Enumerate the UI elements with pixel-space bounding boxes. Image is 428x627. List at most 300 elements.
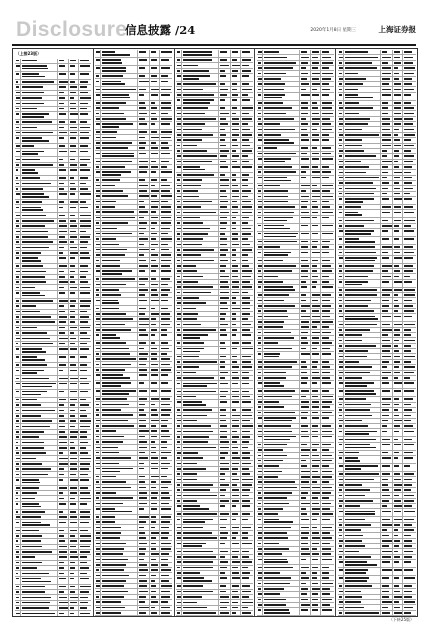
print-line xyxy=(70,348,77,350)
table-cell xyxy=(263,512,300,516)
table-cell xyxy=(300,336,312,340)
print-line xyxy=(22,60,37,62)
print-line xyxy=(139,503,147,505)
print-line xyxy=(301,537,308,539)
print-line xyxy=(161,171,172,173)
print-line xyxy=(312,465,319,467)
print-line xyxy=(242,431,251,433)
table-cell xyxy=(321,304,333,308)
print-line xyxy=(16,556,20,558)
print-line xyxy=(16,607,20,609)
table-cell xyxy=(311,280,321,284)
table-cell xyxy=(58,342,70,346)
print-line xyxy=(264,348,292,350)
table-cell xyxy=(58,502,70,509)
table-cell xyxy=(263,496,300,500)
table-cell xyxy=(182,355,219,359)
print-line xyxy=(301,559,306,561)
print-line xyxy=(264,102,283,104)
print-line xyxy=(242,318,249,320)
table-cell xyxy=(321,269,333,273)
print-line xyxy=(264,246,280,248)
print-line xyxy=(232,134,240,136)
print-line xyxy=(96,409,99,411)
table-cell xyxy=(150,216,160,220)
print-line xyxy=(16,348,19,350)
print-line xyxy=(161,228,170,230)
table-cell xyxy=(138,419,150,423)
print-line xyxy=(177,495,181,497)
print-line xyxy=(80,546,90,548)
print-line xyxy=(312,361,317,363)
print-line xyxy=(22,287,35,289)
print-line xyxy=(96,358,100,360)
print-line xyxy=(102,51,115,53)
print-line xyxy=(102,468,133,470)
print-line xyxy=(258,196,261,198)
table-cell xyxy=(321,101,333,105)
print-line xyxy=(102,166,125,168)
table-cell xyxy=(58,200,70,204)
table-cell xyxy=(263,133,300,137)
table-cell xyxy=(321,330,333,334)
print-line xyxy=(139,414,145,416)
table-row xyxy=(15,205,92,213)
print-line xyxy=(16,257,19,259)
print-line xyxy=(220,527,226,529)
print-line xyxy=(22,207,41,209)
print-line xyxy=(242,65,249,67)
print-line xyxy=(322,390,329,392)
print-line xyxy=(59,121,66,123)
table-cell xyxy=(241,347,253,354)
table-row xyxy=(257,176,334,184)
table-cell xyxy=(69,566,79,570)
table-cell xyxy=(101,536,138,540)
table-cell xyxy=(321,424,333,428)
print-line xyxy=(301,366,307,368)
table-cell xyxy=(160,440,172,444)
print-line xyxy=(139,334,148,336)
table-cell xyxy=(150,178,160,182)
print-line xyxy=(183,484,213,486)
print-line xyxy=(220,123,228,125)
table-cell xyxy=(231,253,241,257)
print-line xyxy=(183,297,199,299)
table-cell xyxy=(160,248,172,252)
table-cell xyxy=(150,435,160,439)
print-line xyxy=(139,142,146,144)
table-cell xyxy=(69,496,79,500)
table-cell xyxy=(160,563,172,567)
print-line xyxy=(96,94,100,96)
print-line xyxy=(16,292,20,294)
print-line xyxy=(161,559,168,561)
table-cell xyxy=(182,606,219,610)
print-line xyxy=(242,196,248,198)
print-line xyxy=(161,420,168,422)
table-cell xyxy=(300,411,312,415)
table-cell xyxy=(138,352,150,356)
table-cell xyxy=(241,419,253,423)
print-line xyxy=(183,75,210,77)
print-line xyxy=(177,391,181,393)
print-line xyxy=(177,59,180,61)
print-line xyxy=(139,591,147,593)
print-line xyxy=(177,254,181,256)
print-line xyxy=(322,270,332,272)
table-cell xyxy=(241,341,253,345)
print-line xyxy=(96,249,100,251)
table-cell xyxy=(263,200,300,204)
print-line xyxy=(183,83,215,85)
table-cell xyxy=(69,96,79,100)
print-line xyxy=(322,396,332,398)
table-cell xyxy=(231,248,241,252)
table-cell xyxy=(160,170,172,177)
print-line xyxy=(312,425,317,427)
print-line xyxy=(301,449,310,451)
print-line xyxy=(301,572,306,574)
table-cell xyxy=(138,170,150,177)
table-cell xyxy=(69,136,79,143)
print-line xyxy=(264,559,287,561)
print-line xyxy=(16,399,20,401)
table-cell xyxy=(182,472,219,476)
table-cell xyxy=(231,595,241,599)
table-cell xyxy=(321,389,333,393)
table-cell xyxy=(311,400,321,404)
print-line xyxy=(96,59,99,61)
table-cell xyxy=(160,216,172,220)
print-line xyxy=(258,123,262,125)
table-row xyxy=(176,347,253,355)
table-cell xyxy=(311,138,321,145)
print-line xyxy=(312,342,319,344)
print-line xyxy=(322,492,331,494)
print-line xyxy=(59,305,65,307)
print-line xyxy=(139,318,148,320)
table-cell xyxy=(263,587,300,591)
print-line xyxy=(102,430,115,432)
print-line xyxy=(322,94,329,96)
table-cell xyxy=(300,536,312,540)
print-line xyxy=(232,447,239,449)
print-line xyxy=(16,183,19,185)
print-line xyxy=(232,185,239,187)
print-line xyxy=(80,511,90,513)
table-cell xyxy=(69,107,79,111)
section-title: 信息披露 /24 xyxy=(125,23,196,37)
print-line xyxy=(59,378,68,380)
table-cell xyxy=(241,149,253,153)
print-line xyxy=(322,503,331,505)
table-cell xyxy=(21,125,58,129)
print-line xyxy=(151,358,157,360)
print-line xyxy=(16,231,20,233)
print-line xyxy=(151,94,159,96)
print-line xyxy=(80,383,89,385)
print-line xyxy=(70,578,74,580)
table-cell xyxy=(241,242,253,246)
table-cell xyxy=(69,545,79,549)
print-line xyxy=(161,102,171,104)
table-cell xyxy=(160,50,172,57)
print-line xyxy=(232,107,238,109)
print-line xyxy=(96,481,99,483)
print-line xyxy=(22,370,45,372)
table-cell xyxy=(150,194,160,198)
print-line xyxy=(22,97,42,99)
print-line xyxy=(139,374,147,376)
table-cell xyxy=(321,127,333,131)
print-line xyxy=(258,382,262,384)
print-line xyxy=(232,75,238,77)
print-line xyxy=(258,171,261,173)
print-line xyxy=(183,78,199,80)
table-cell xyxy=(311,531,321,535)
table-cell xyxy=(69,539,79,543)
print-line xyxy=(151,436,158,438)
print-line xyxy=(96,313,100,315)
print-line xyxy=(80,127,90,129)
table-cell xyxy=(21,213,58,217)
print-line xyxy=(220,222,227,224)
table-cell xyxy=(138,408,150,412)
print-line xyxy=(22,127,37,129)
table-cell xyxy=(182,576,219,583)
print-line xyxy=(80,81,88,83)
table-cell xyxy=(321,285,333,292)
print-line xyxy=(59,516,68,518)
print-line xyxy=(301,492,308,494)
print-line xyxy=(258,305,262,307)
table-cell xyxy=(263,469,300,473)
table-cell xyxy=(219,232,231,236)
print-line xyxy=(139,94,144,96)
print-line xyxy=(139,559,144,561)
table-cell xyxy=(150,151,160,158)
print-line xyxy=(264,161,285,163)
print-line xyxy=(59,431,66,433)
print-line xyxy=(242,607,248,609)
print-line xyxy=(301,444,307,446)
print-line xyxy=(80,343,87,345)
table-cell xyxy=(79,363,91,367)
print-line xyxy=(183,463,196,465)
print-line xyxy=(139,313,145,315)
print-line xyxy=(312,537,320,539)
table-cell xyxy=(182,408,219,412)
table-cell xyxy=(241,400,253,407)
print-line xyxy=(177,356,181,358)
print-line xyxy=(161,201,168,203)
table-cell xyxy=(241,117,253,121)
print-line xyxy=(301,396,307,398)
print-line xyxy=(220,436,227,438)
print-line xyxy=(258,212,261,214)
print-line xyxy=(232,409,236,411)
table-cell xyxy=(101,253,138,257)
table-cell xyxy=(231,611,241,615)
print-line xyxy=(264,420,292,422)
table-cell xyxy=(311,416,321,423)
print-line xyxy=(22,404,42,406)
print-line xyxy=(258,337,261,339)
print-line xyxy=(102,385,120,387)
print-line xyxy=(242,99,251,101)
print-line xyxy=(59,540,65,542)
print-line xyxy=(301,588,308,590)
table-cell xyxy=(263,293,300,297)
print-line xyxy=(312,588,319,590)
table-cell xyxy=(21,403,58,407)
print-line xyxy=(161,59,170,61)
print-line xyxy=(264,300,284,302)
print-line xyxy=(80,573,87,575)
table-cell xyxy=(160,589,172,593)
print-line xyxy=(102,436,124,438)
table-cell xyxy=(69,251,79,255)
print-line xyxy=(312,337,319,339)
table-cell xyxy=(311,581,321,585)
table-cell xyxy=(79,539,91,543)
table-cell xyxy=(311,517,321,524)
table-row xyxy=(95,66,172,74)
print-line xyxy=(139,607,148,609)
print-line xyxy=(96,441,99,443)
table-cell xyxy=(69,213,79,217)
print-line xyxy=(80,231,87,233)
print-line xyxy=(139,270,144,272)
table-cell xyxy=(58,456,70,460)
table-cell xyxy=(58,331,70,335)
table-cell xyxy=(182,216,219,220)
print-line xyxy=(220,318,225,320)
print-line xyxy=(16,265,20,267)
table-cell xyxy=(79,515,91,519)
print-line xyxy=(301,113,308,115)
print-line xyxy=(22,607,50,609)
table-cell xyxy=(311,77,321,81)
table-cell xyxy=(138,568,150,572)
print-line xyxy=(183,155,217,157)
print-line xyxy=(22,556,36,558)
print-line xyxy=(258,425,262,427)
print-line xyxy=(220,190,226,192)
print-line xyxy=(22,231,48,233)
table-cell xyxy=(219,365,231,369)
print-line xyxy=(16,562,19,564)
print-line xyxy=(22,311,41,313)
print-line xyxy=(264,487,297,489)
table-cell xyxy=(219,149,231,153)
print-line xyxy=(102,537,120,539)
table-cell xyxy=(21,310,58,314)
table-row xyxy=(15,136,92,144)
print-line xyxy=(301,294,307,296)
print-line xyxy=(183,447,216,449)
print-line xyxy=(16,193,20,195)
table-cell xyxy=(311,360,321,364)
print-line xyxy=(232,270,238,272)
print-line xyxy=(312,107,318,109)
table-cell xyxy=(58,419,70,423)
table-cell xyxy=(101,557,138,561)
print-line xyxy=(70,364,76,366)
print-line xyxy=(80,567,89,569)
table-row xyxy=(257,285,334,293)
print-line xyxy=(242,484,253,486)
table-cell xyxy=(150,74,160,78)
table-cell xyxy=(160,515,172,519)
print-line xyxy=(220,556,225,558)
table-cell xyxy=(101,122,138,129)
table-cell xyxy=(231,440,241,444)
print-line xyxy=(264,385,284,387)
print-line xyxy=(183,383,217,385)
print-line xyxy=(220,185,229,187)
table-cell xyxy=(263,346,300,350)
table-cell xyxy=(69,310,79,314)
print-line xyxy=(59,236,66,238)
print-line xyxy=(301,372,307,374)
print-line xyxy=(80,132,89,134)
table-cell xyxy=(150,557,160,561)
table-cell xyxy=(321,491,333,495)
table-cell xyxy=(241,611,253,615)
print-line xyxy=(22,463,43,465)
print-line xyxy=(312,527,316,529)
table-cell xyxy=(219,408,231,412)
table-cell xyxy=(300,587,312,591)
print-line xyxy=(322,153,330,155)
print-line xyxy=(183,123,205,125)
table-cell xyxy=(69,414,79,418)
table-cell xyxy=(231,555,241,559)
print-line xyxy=(59,276,65,278)
table-cell xyxy=(219,456,231,460)
print-line xyxy=(80,364,87,366)
table-cell xyxy=(241,360,253,364)
print-line xyxy=(161,612,170,614)
print-line xyxy=(258,342,261,344)
print-line xyxy=(183,377,213,379)
table-cell xyxy=(321,66,333,70)
table-cell xyxy=(300,176,312,183)
table-cell xyxy=(182,322,219,326)
print-line xyxy=(312,487,320,489)
print-line xyxy=(102,62,121,64)
table-cell xyxy=(263,71,300,75)
table-cell xyxy=(79,275,91,279)
print-line xyxy=(183,228,210,230)
print-line xyxy=(96,414,99,416)
print-line xyxy=(22,209,43,211)
print-line xyxy=(322,281,328,283)
table-cell xyxy=(321,205,333,209)
print-line xyxy=(102,190,122,192)
table-row xyxy=(257,517,334,525)
table-cell xyxy=(69,336,79,340)
print-line xyxy=(264,583,290,585)
print-line xyxy=(16,522,19,524)
print-line xyxy=(301,460,306,462)
table-cell xyxy=(58,398,70,402)
table-cell xyxy=(241,576,253,583)
table-cell xyxy=(101,467,138,474)
table-cell xyxy=(182,483,219,487)
